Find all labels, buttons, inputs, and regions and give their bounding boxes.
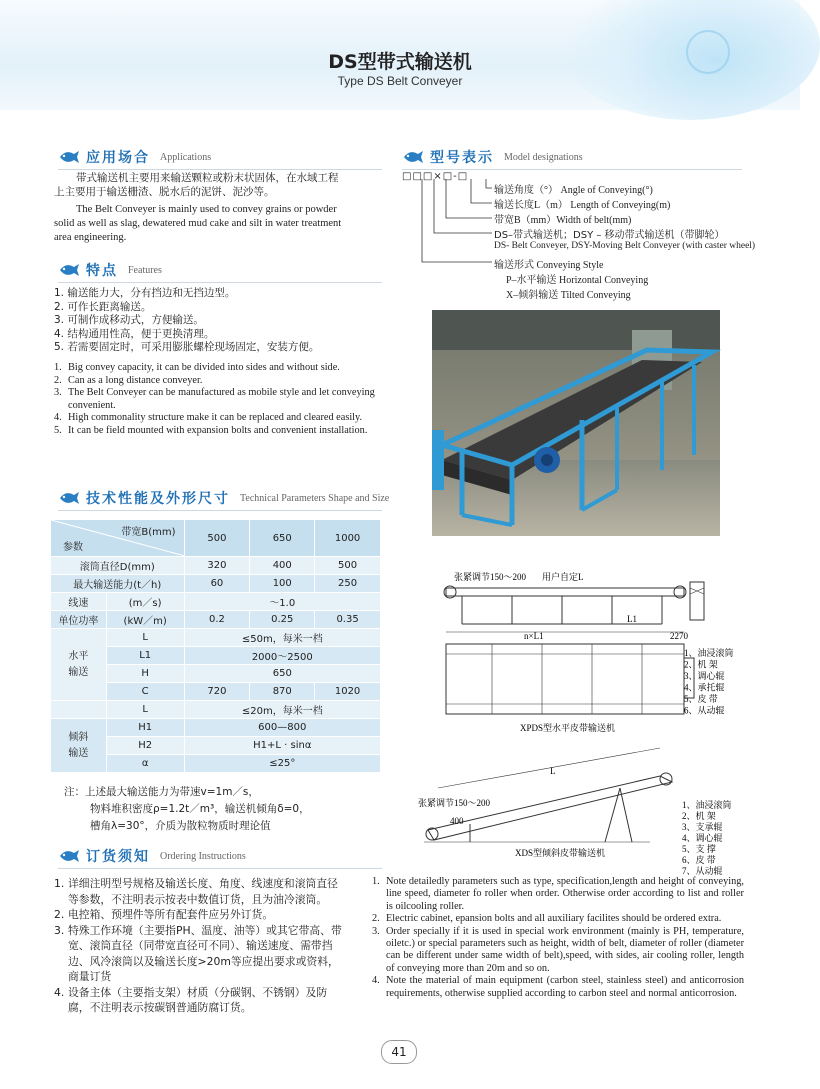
table-row: H2 H1+L · sinα bbox=[51, 737, 381, 755]
user-length-label: 用户自定L bbox=[542, 572, 584, 582]
legend-item: 4、承托辊 bbox=[684, 682, 725, 693]
list-item: 1. Big convey capacity, it can be divided into sides and without side. bbox=[54, 362, 340, 373]
legend-item: 2、机 架 bbox=[682, 811, 716, 821]
legend-item: 1、油浸滚筒 bbox=[682, 800, 732, 810]
l1-label: L1 bbox=[627, 614, 637, 624]
table-header-row: 带宽B(mm) 参数 500 650 1000 bbox=[51, 520, 381, 557]
table-row: 单位功率 (kW／m) 0.2 0.25 0.35 bbox=[51, 611, 381, 629]
list-item: 3. 可制作成移动式，方便输送。 bbox=[54, 314, 204, 326]
model-line-length: 输送长度L（m） Length of Conveying(m) bbox=[494, 200, 671, 211]
horizontal-conveyor-drawing bbox=[432, 568, 732, 768]
dim-2270-label: 2270 bbox=[670, 631, 688, 641]
model-line-tilted: X–倾斜输送 Tilted Conveying bbox=[506, 290, 631, 301]
tension-label: 张紧调节150～200 bbox=[454, 572, 527, 582]
ordering-heading: 订货须知 Ordering Instructions bbox=[58, 845, 246, 867]
list-item: 2. 电控箱、预埋件等所有配套件应另外订货。 bbox=[54, 908, 274, 921]
table-row: H 650 bbox=[51, 665, 381, 683]
list-item: 3. The Belt Conveyer can be manufactured as mobile style and let conveying convenient. bbox=[54, 387, 375, 411]
conveyor-photo bbox=[432, 310, 720, 536]
legend-item: 5、皮 带 bbox=[684, 694, 718, 704]
list-item: 2. Electric cabinet, epansion bolts and all auxiliary facilites should be ordered extra. bbox=[372, 913, 722, 925]
legend-item: 3、支承辊 bbox=[682, 822, 723, 832]
tech-heading: 技术性能及外形尺寸 Technical Parameters Shape and Size bbox=[58, 487, 389, 509]
list-item: 1. 输送能力大，分有挡边和无挡边型。 bbox=[54, 287, 236, 299]
page-title: DS型带式输送机 bbox=[328, 51, 472, 73]
tilted-conveyor-drawing bbox=[410, 766, 740, 876]
list-item: 4. 设备主体（主要指支架）材质（分碳钢、不锈钢）及防腐，不注明表示按碳钢普通防腐订货。 bbox=[54, 985, 328, 1014]
legend-item: 6、皮 带 bbox=[682, 855, 716, 865]
model-line-type-cn: DS–带式输送机；DSY – 移动带式输送机（带脚轮） bbox=[494, 230, 725, 241]
features-list-cn bbox=[54, 287, 384, 355]
table-row: α ≤25° bbox=[51, 755, 381, 773]
legend-item: 7、从动辊 bbox=[682, 866, 723, 876]
list-item: 3. 特殊工作环境（主要指PH、温度、油等）或其它带高、带宽、滚筒直径（同带宽直径可不同）、输送速度、需带挡边、风冷滚筒以及输送长度>20m等应提出要求或资料，商量订货 bbox=[54, 923, 342, 983]
fish-logo-icon bbox=[58, 261, 80, 279]
technical-parameters-table bbox=[50, 519, 381, 773]
legend-item: 4、调心辊 bbox=[682, 833, 723, 843]
table-row: L ≤20m，每米一档 bbox=[51, 701, 381, 719]
list-item: 4. Note the material of main equipment (carbon steel, stainless steel) and anticorrosion requirements, otherwise supplied according to carbon steel and normal anticorrosion. bbox=[372, 975, 744, 999]
model-line-style: 输送形式 Conveying Style bbox=[494, 260, 604, 271]
model-line-type-en: DS- Belt Conveyer, DSY-Moving Belt Conveyer (with caster wheel) bbox=[494, 241, 756, 251]
tilted-legend bbox=[682, 799, 732, 876]
model-line-horizontal: P–水平输送 Horizontal Conveying bbox=[506, 275, 649, 286]
fish-logo-icon bbox=[402, 148, 424, 166]
list-item: 4. High commonality structure make it can be replaced and cleared easily. bbox=[54, 412, 363, 424]
table-row: 倾斜 输送 H1 600—800 bbox=[51, 719, 381, 737]
applications-text-en: The Belt Conveyer is mainly used to convey grains or powder solid as well as slag, dewatered mud cake and silt in water treatment area engineering. bbox=[54, 204, 342, 243]
list-item: 5. It can be field mounted with expansion bolts and convenient installation. bbox=[54, 424, 368, 436]
table-row: 水平 输送 L ≤50m，每米一档 bbox=[51, 629, 381, 647]
list-item: 2. 可作长距离输送。 bbox=[54, 300, 152, 313]
page-subtitle: Type DS Belt Conveyer bbox=[337, 74, 463, 88]
fish-logo-icon bbox=[58, 489, 80, 507]
divider bbox=[58, 510, 382, 511]
list-item: 5. 若需要固定时，可采用膨胀螺栓现场固定，安装方便。 bbox=[54, 341, 320, 353]
legend-item: 6、从动辊 bbox=[684, 705, 725, 716]
tension-label: 张紧调节150～200 bbox=[418, 798, 491, 808]
divider bbox=[402, 169, 742, 170]
divider bbox=[58, 868, 382, 869]
list-item: 4. 结构通用性高，便于更换清理。 bbox=[54, 327, 215, 340]
legend-item: 1、油浸滚筒 bbox=[684, 648, 734, 658]
list-item: 2. Can as a long distance conveyer. bbox=[54, 374, 203, 386]
table-row: C 720 870 1020 bbox=[51, 683, 381, 701]
table-row: 最大输送能力(t／h) 60 100 250 bbox=[51, 575, 381, 593]
table-row: L1 2000～2500 bbox=[51, 647, 381, 665]
tilted-caption: XDS型倾斜皮带输送机 bbox=[515, 848, 606, 858]
divider bbox=[58, 169, 382, 170]
ordering-list-en bbox=[372, 876, 744, 1000]
table-row: 线速 (m／s) ～1.0 bbox=[51, 593, 381, 611]
legend-item: 5、支 撑 bbox=[682, 844, 716, 854]
list-item: 1. 详细注明型号规格及输送长度、角度、线速度和滚筒直径等参数，不注明表示按表中数值订货，且为油冷滚筒。 bbox=[54, 877, 338, 906]
page-number: 41 bbox=[381, 1040, 417, 1064]
dim-400-label: 400 bbox=[450, 816, 464, 826]
applications-heading: 应用场合 Applications bbox=[58, 146, 211, 168]
horizontal-legend bbox=[684, 647, 734, 716]
applications-text-cn: 带式输送机主要用来输送颗粒或粉末状固体，在水域工程 上主要用于输送栅渣、脱水后的泥饼、泥沙等。 bbox=[54, 172, 339, 198]
model-heading: 型号表示 Model designations bbox=[402, 146, 583, 168]
model-line-width: 带宽B（mm）Width of belt(mm) bbox=[494, 215, 632, 226]
model-code-leader-lines bbox=[400, 176, 500, 266]
table-note: 注：上述最大输送能力为带速v=1m／s， 物料堆积密度ρ=1.2t／m³，输送机倾角δ=0， 槽角λ=30°，介质为散粒物质时理论值 bbox=[64, 786, 310, 832]
nl1-label: n×L1 bbox=[524, 631, 544, 641]
fish-logo-icon bbox=[58, 847, 80, 865]
legend-item: 3、调心辊 bbox=[684, 671, 725, 681]
length-label: L bbox=[550, 766, 556, 776]
list-item: 1. Note detailedly parameters such as type, specification,length and height of conveying, line speed, diameter fo roller when order. Otherwise order according to list and roller is oilcooling roller. bbox=[372, 876, 744, 912]
ordering-list-cn bbox=[54, 876, 344, 1016]
divider bbox=[58, 282, 382, 283]
legend-item: 2、机 架 bbox=[684, 659, 718, 670]
features-heading: 特点 Features bbox=[58, 259, 162, 281]
model-line-angle: 输送角度（°） Angle of Conveying(°) bbox=[494, 185, 653, 196]
features-list-en bbox=[54, 362, 384, 438]
table-row: 滚筒直径D(mm) 320 400 500 bbox=[51, 557, 381, 575]
list-item: 3. Order specially if it is used in special work environment (mainly is PH, temperature, oiletc.) or special parameters such as height, width of belt, diameter of roller (diameter can be different under same width of belt),speed, with sides, air cooling roller, length of conveying more than 20m and so on. bbox=[372, 925, 744, 974]
model-code: □□□×□-□ bbox=[402, 171, 469, 182]
horizontal-caption: XPDS型水平皮带输送机 bbox=[520, 723, 616, 733]
fish-logo-icon bbox=[58, 148, 80, 166]
